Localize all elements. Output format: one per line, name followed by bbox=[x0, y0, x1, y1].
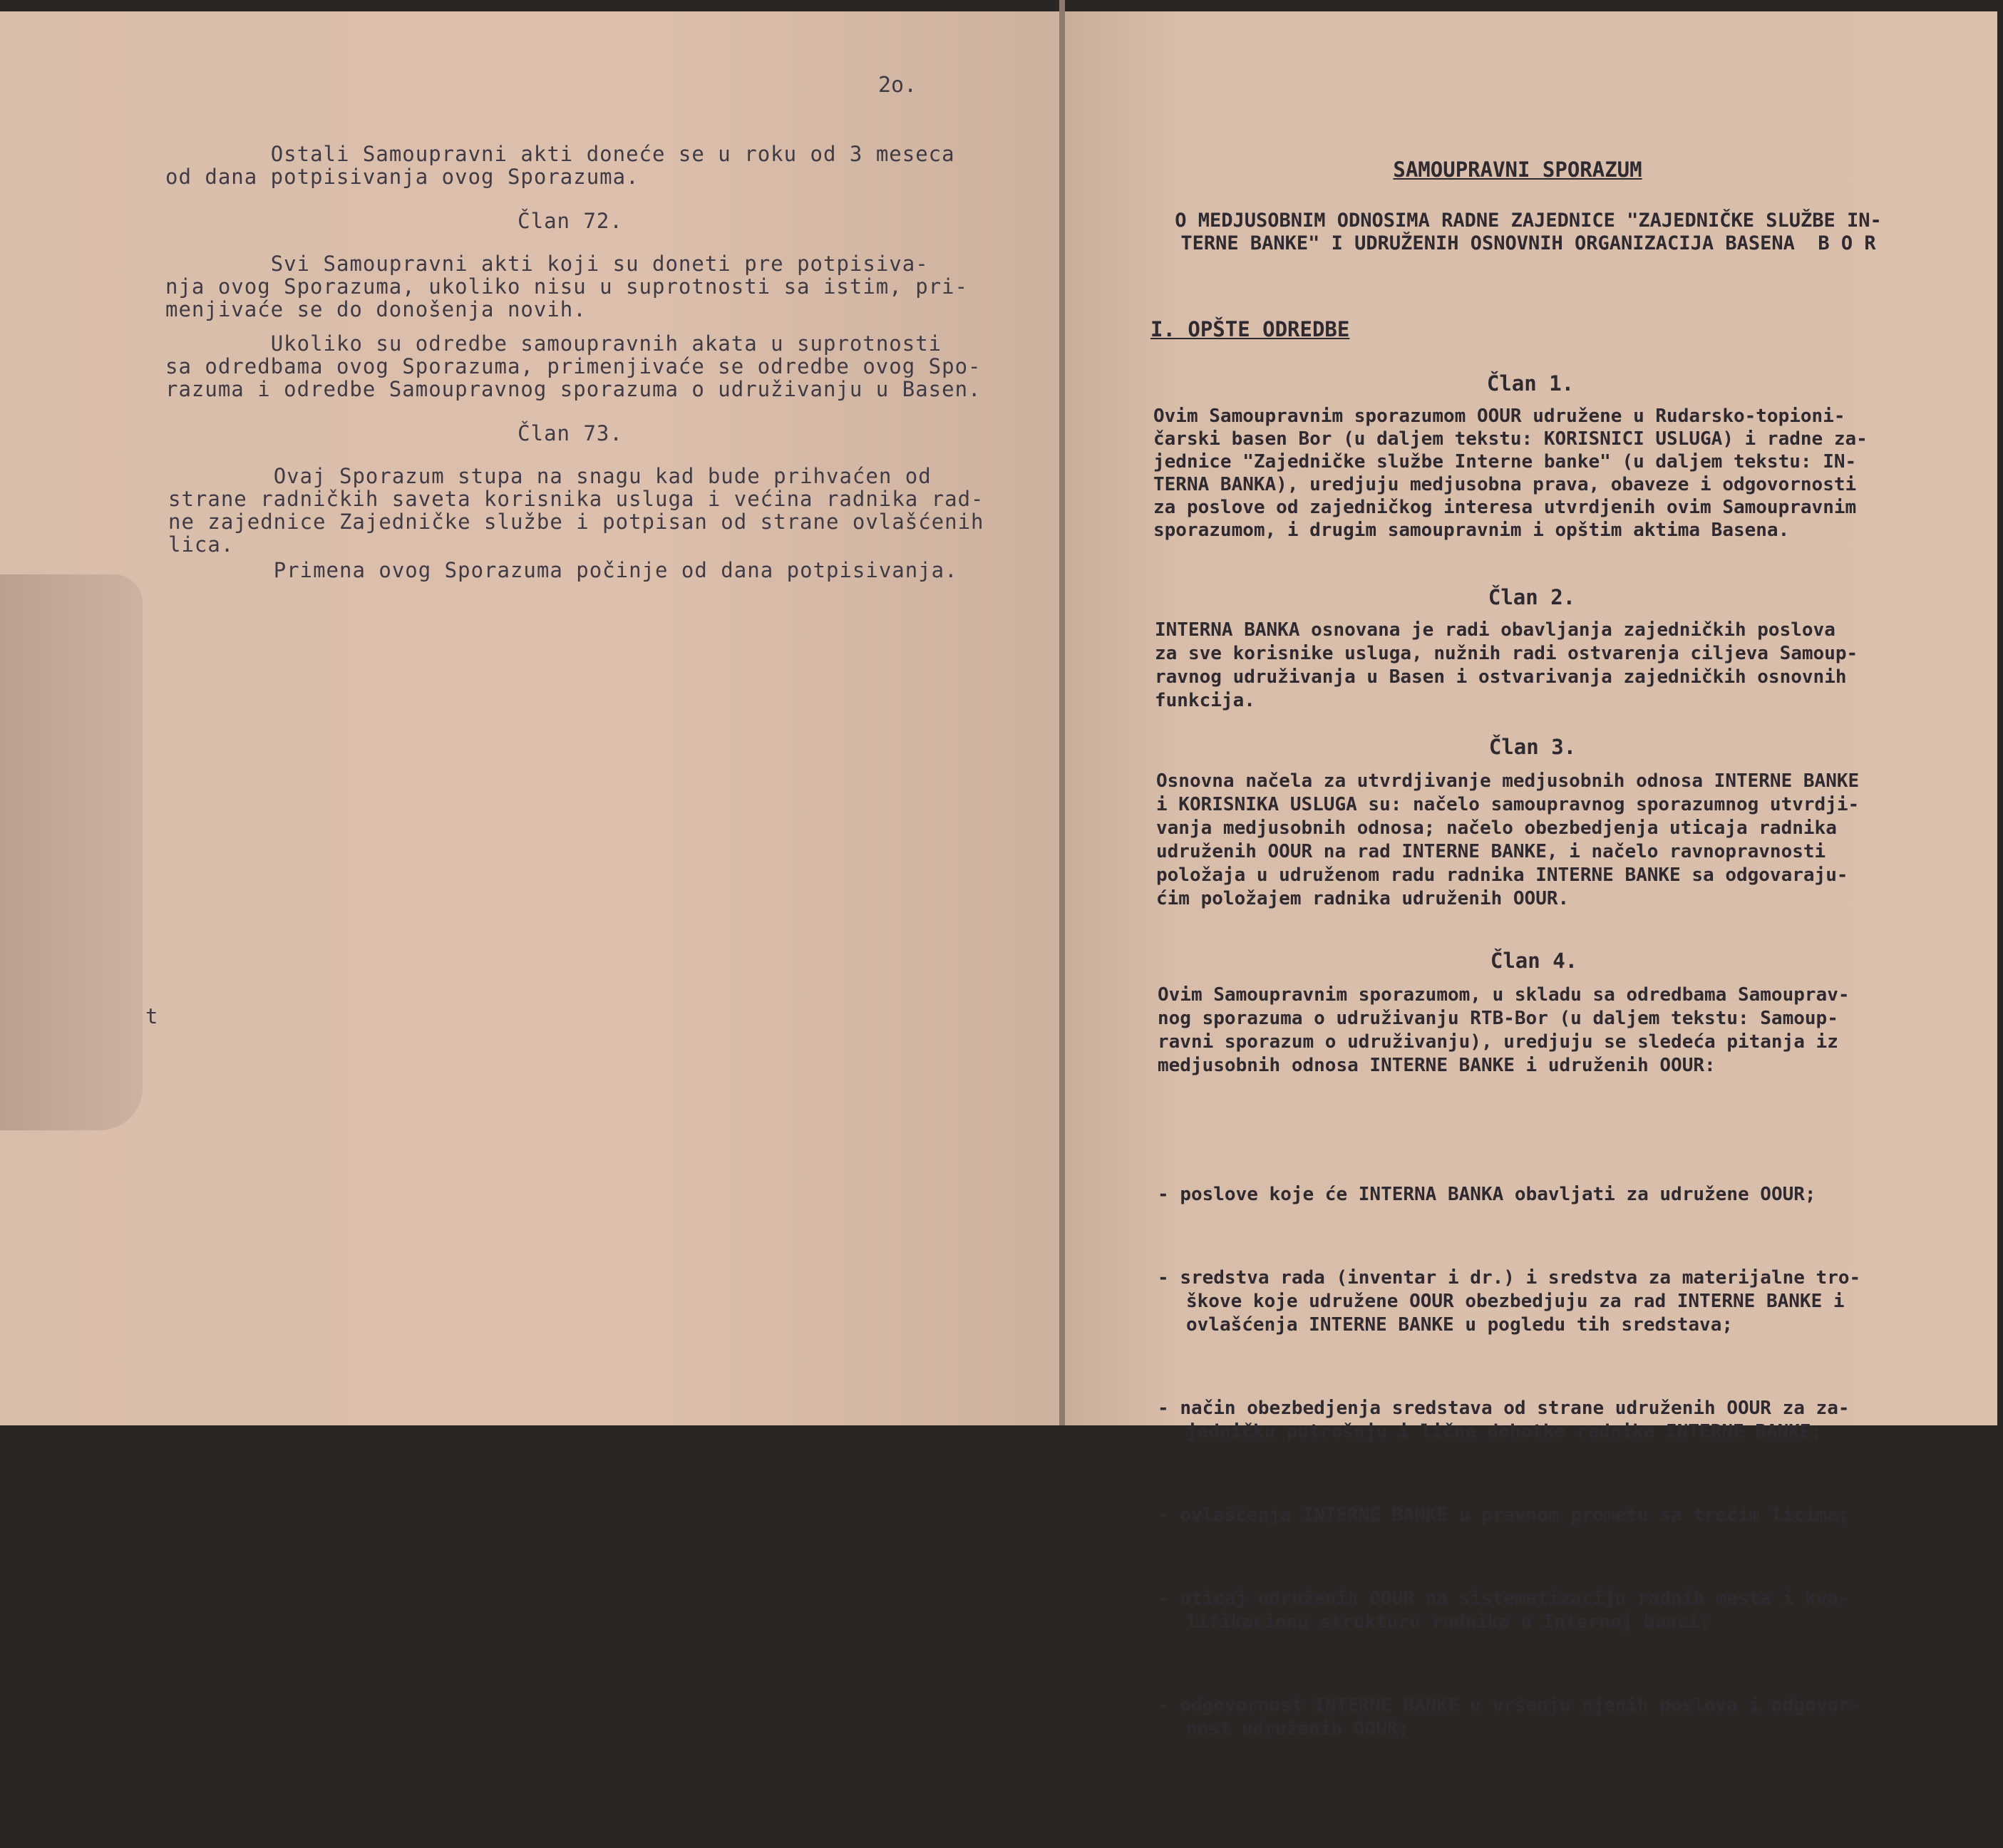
list-item: - sredstva rada (inventar i dr.) i sredstva za materijalne tro- škove koje udružene OOUR obezbedjuju za rad INTERNE BANKE i ovlašćenja INTERNE BANKE u pogledu tih sredstava; bbox=[1158, 1266, 1992, 1337]
article-72-paragraph-1: Svi Samoupravni akti koji su doneti pre potpisiva- nja ovog Sporazuma, ukoliko nisu u suprotnosti sa istim, pri- menjivaće se do donošenja novih. bbox=[165, 252, 969, 321]
article-4-heading: Član 4. bbox=[1490, 949, 1578, 973]
article-4-text: Ovim Samoupravnim sporazumom, u skladu sa odredbama Samouprav- nog sporazuma o udruživanju RTB-Bor (u daljem tekstu: Samoup- ravni sporazum o udruživanju), uredjuju se sledeća pitanja iz medjusobnih odnosa INTERNE BANKE i udruženih OOUR: bbox=[1158, 984, 1850, 1076]
left-page bbox=[0, 11, 1059, 1425]
article-73-paragraph-2: Primena ovog Sporazuma počinje od dana potpisivanja. bbox=[168, 558, 958, 582]
page-number: 2o. bbox=[878, 73, 917, 98]
paragraph-intro: Ostali Samoupravni akti doneće se u roku od 3 meseca od dana potpisivanja ovog Sporazuma. bbox=[165, 142, 955, 189]
article-2-heading: Član 2. bbox=[1488, 585, 1576, 609]
article-2-text: INTERNA BANKA osnovana je radi obavljanja zajedničkih poslova za sve korisnike usluga, nužnih radi ostvarenja ciljeva Samoup- ravnog udruživanja u Basen i ostvarivanja zajedničkih osnovnih funkcija. bbox=[1155, 619, 1858, 711]
section-heading: I. OPŠTE ODREDBE bbox=[1150, 317, 1350, 341]
article-4-list bbox=[1158, 1089, 1992, 1848]
list-item: - ovlašćenja INTERNE BANKE u pravnom prometu sa trećim licima; bbox=[1158, 1504, 1992, 1527]
article-1-heading: Član 1. bbox=[1486, 371, 1575, 396]
document-subtitle: O MEDJUSOBNIM ODNOSIMA RADNE ZAJEDNICE "ZAJEDNIČKE SLUŽBE IN- TERNE BANKE" I UDRUŽENIH OSNOVNIH ORGANIZACIJA BASENA B O R bbox=[1175, 210, 1882, 254]
list-item: - uticaj udruženih OOUR na sistematizaciju radnih mesta i kva- lifikacionu strukturu radnika u Internoj banci; bbox=[1158, 1587, 1992, 1634]
torn-paper-edge bbox=[0, 574, 143, 1130]
stray-mark: t bbox=[145, 1004, 158, 1028]
list-item: - poslove koje će INTERNA BANKA obavljati za udružene OOUR; bbox=[1158, 1183, 1992, 1207]
list-item: - odgovornost INTERNE BANKE u vršenju njenih poslova i odgovor- nost udruženih OOUR; bbox=[1158, 1694, 1992, 1741]
article-3-heading: Član 3. bbox=[1488, 735, 1577, 759]
article-72-heading: Član 72. bbox=[518, 209, 623, 233]
article-1-text: Ovim Samoupravnim sporazumom OOUR udružene u Rudarsko-topioni- čarski basen Bor (u daljem tekstu: KORISNICI USLUGA) i radne za- jednice "Zajedničke službe Interne banke" (u daljem tekstu: IN- TERNA BANKA), uredjuju medjusobna prava, obaveze i odgovornosti za poslove od zajedničkog interesa utvrdjenih ovim Samoupravnim sporazumom, i drugim samoupravnim i opštim aktima Basena. bbox=[1153, 406, 1868, 541]
book-gutter bbox=[1059, 0, 1065, 1425]
list-item: - način obezbedjenja sredstava od strane udruženih OOUR za za- jedničku potrošnju i lične dohotke radnika INTERNE BANKE; bbox=[1158, 1397, 1992, 1444]
right-page bbox=[1065, 11, 1997, 1740]
article-73-paragraph-1: Ovaj Sporazum stupa na snagu kad bude prihvaćen od strane radničkih saveta korisnika usluga i većina radnika rad- ne zajednice Zajedničke službe i potpisan od strane ovlašćenih lica. bbox=[168, 464, 984, 557]
article-3-text: Osnovna načela za utvrdjivanje medjusobnih odnosa INTERNE BANKE i KORISNIKA USLUGA su: načelo samoupravnog sporazumnog utvrdji- vanja medjusobnih odnosa; načelo obezbedjenja uticaja radnika udruženih OOUR na rad INTERNE BANKE, i načelo ravnopravnosti položaja u udruženom radu radnika INTERNE BANKE sa odgovaraju- ćim položajem radnika udruženih OOUR. bbox=[1156, 770, 1860, 909]
document-title: SAMOUPRAVNI SPORAZUM bbox=[1393, 158, 1642, 182]
article-73-heading: Član 73. bbox=[518, 421, 623, 445]
article-72-paragraph-2: Ukoliko su odredbe samoupravnih akata u suprotnosti sa odredbama ovog Sporazuma, primenjivaće se odredbe ovog Spo- razuma i odredbe Samoupravnog sporazuma o udruživanju u Basen. bbox=[165, 331, 982, 401]
